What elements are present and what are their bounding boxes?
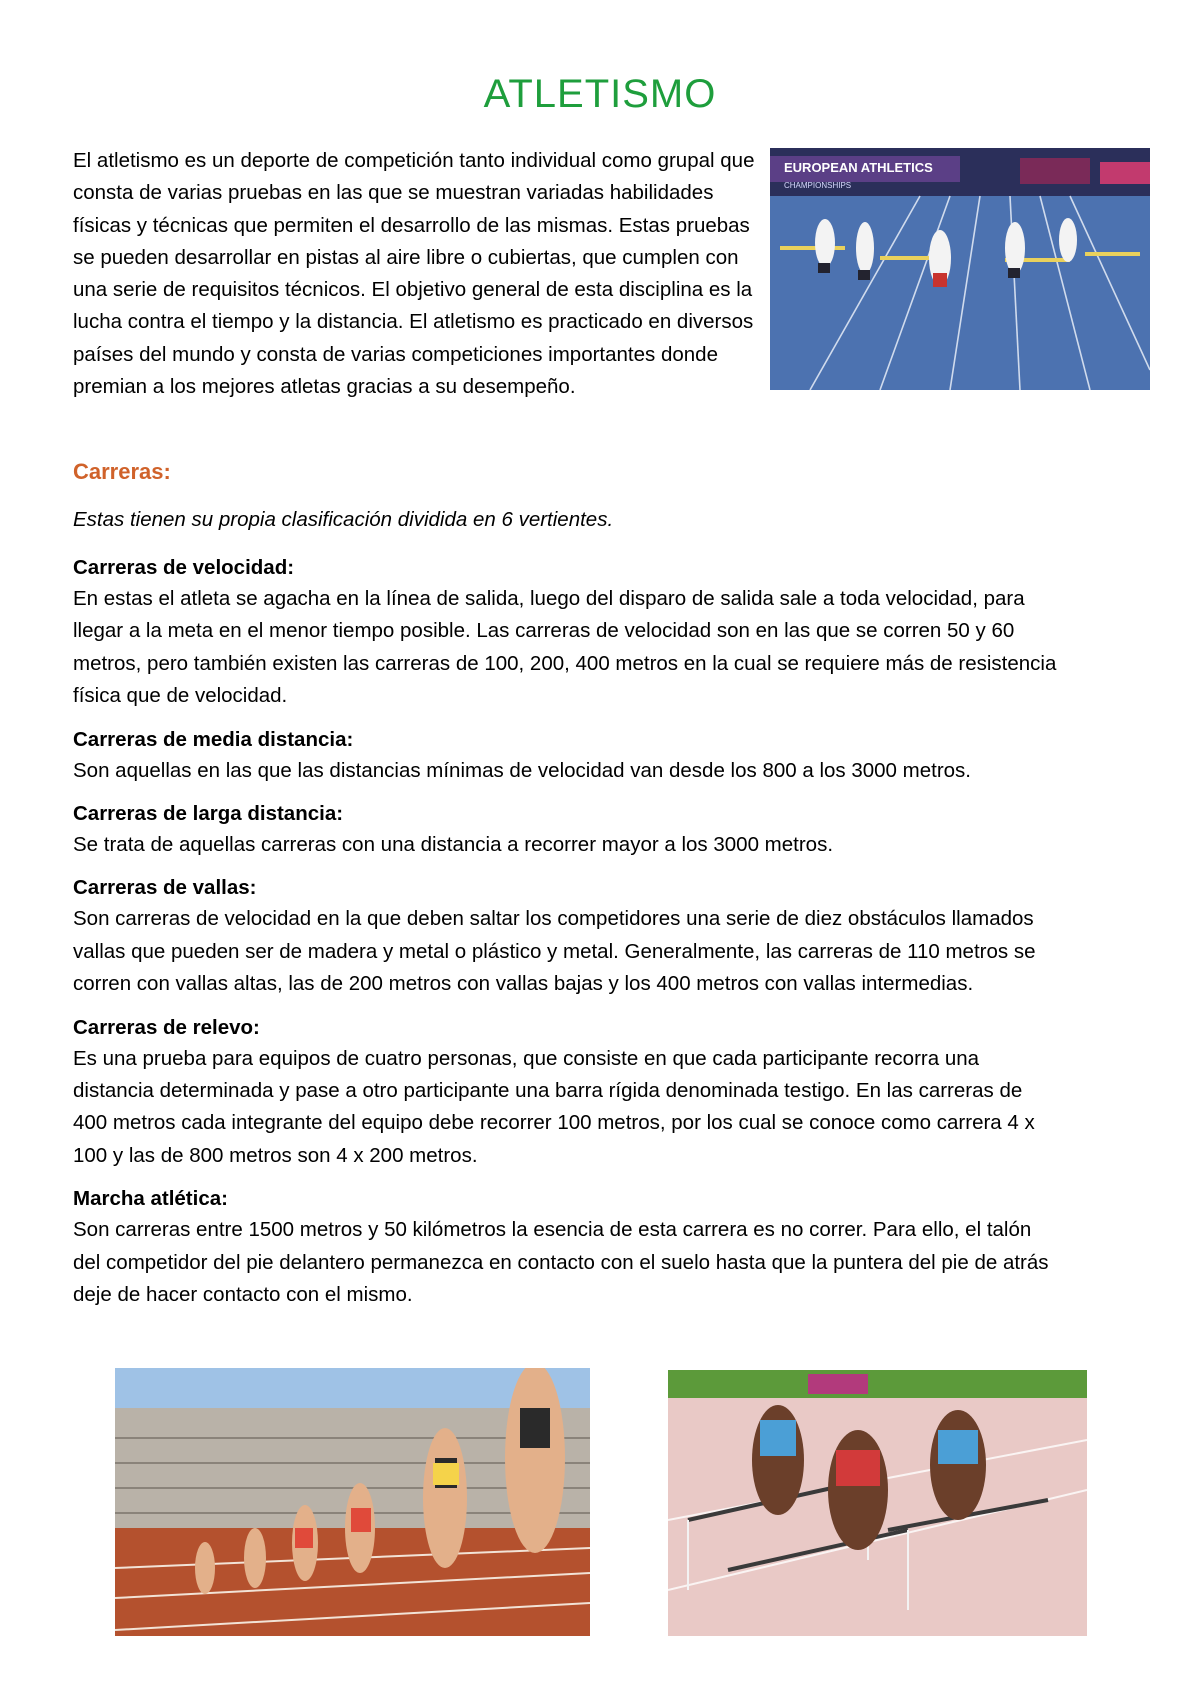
section-heading-carreras: Carreras: — [73, 459, 171, 484]
section-body: Es una prueba para equipos de cuatro personas, que consiste en que cada participante recorra una distancia determinada y pase a otro participante una barra rígida denominada testigo. En las carreras de 400 metros cada integrante del equipo debe recorrer 100 metros, por los cual se conoce como carrera 4 x 100 y las de 800 metros son 4 x 200 metros. — [73, 1046, 1035, 1167]
section-title: Carreras de relevo: — [73, 1015, 260, 1039]
section-larga-distancia — [73, 799, 1143, 861]
page-title: ATLETISMO — [483, 72, 717, 116]
photo-banner-sub: CHAMPIONSHIPS — [784, 181, 852, 190]
section-velocidad — [73, 553, 1143, 713]
section-relevo — [73, 1013, 1143, 1173]
section-title: Carreras de vallas: — [73, 876, 257, 900]
race-types-list — [73, 553, 1143, 1324]
section-body: Son carreras entre 1500 metros y 50 kilómetros la esencia de esta carrera es no correr. Para ello, el talón del competidor del pie delantero permanezca en contacto con el suelo hasta que la puntera del pie de atrás deje de hacer contacto con el mismo. — [73, 1218, 1049, 1307]
sprint-start-photo — [115, 1368, 590, 1636]
section-body: Se trata de aquellas carreras con una distancia a recorrer mayor a los 3000 metros. — [73, 833, 834, 857]
section-marcha — [73, 1184, 1143, 1311]
section-title: Carreras de media distancia: — [73, 727, 354, 751]
intro-paragraph: El atletismo es un deporte de competición tanto individual como grupal que consta de varias pruebas en las que se muestran variadas habilidades físicas y técnicas que permiten el desarrollo de las mismas. Estas pruebas se pueden desarrollar en pistas al aire libre o cubiertas, que cumplen con una serie de requisitos técnicos. El objetivo general de esta disciplina es la lucha contra el tiempo y la distancia. El atletismo es practicado en diversos países del mundo y consta de varias competiciones importantes donde premian a los mejores atletas gracias a su desempeño. — [73, 149, 755, 399]
photo-banner-text: EUROPEAN ATHLETICS — [784, 160, 933, 175]
section-media-distancia — [73, 725, 1143, 787]
section-vallas — [73, 873, 1143, 1000]
mens-hurdles-photo — [668, 1370, 1087, 1636]
section-title: Carreras de velocidad: — [73, 556, 295, 579]
section-body: Son aquellas en las que las distancias mínimas de velocidad van desde los 800 a los 3000 metros. — [73, 758, 971, 782]
section-subtitle: Estas tienen su propia clasificación dividida en 6 vertientes. — [73, 508, 614, 531]
hurdles-race-photo — [770, 148, 1150, 390]
section-body: En estas el atleta se agacha en la línea de salida, luego del disparo de salida sale a toda velocidad, para llegar a la meta en el menor tiempo posible. Las carreras de velocidad son en las que se corren 50 y 60 metros, pero también existen las carreras de 100, 200, 400 metros en la cual se requiere más de resistencia física que de velocidad. — [73, 587, 1057, 708]
section-title: Carreras de larga distancia: — [73, 802, 344, 826]
section-title: Marcha atlética: — [73, 1187, 228, 1211]
section-body: Son carreras de velocidad en la que deben saltar los competidores una serie de diez obstáculos llamados vallas que pueden ser de madera y metal o plástico y metal. Generalmente, las carreras de 110 metros se corren con vallas altas, las de 200 metros con vallas bajas y los 400 metros con vallas intermedias. — [73, 907, 1036, 996]
